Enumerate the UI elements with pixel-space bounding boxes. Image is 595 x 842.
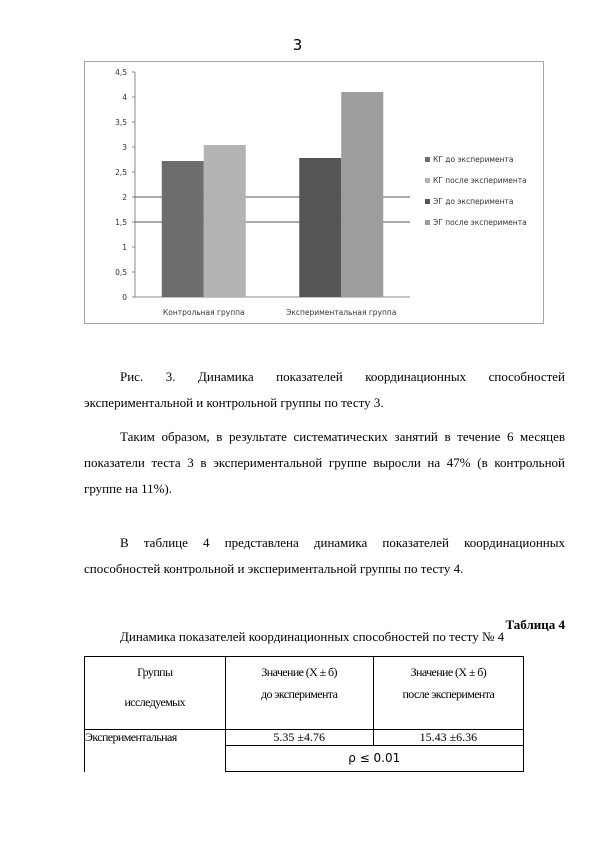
value-before: 5.35 ±4.76 (225, 730, 373, 746)
header-groups-line1: Группы (137, 665, 173, 679)
category-label: Экспериментальная группа (286, 308, 397, 317)
figure-caption: Рис. 3. Динамика показателей координационных способностей экспериментальной и контрольной группы по тесту 3. (84, 369, 565, 410)
header-after-line1: Значение (X ± б) (410, 665, 487, 679)
table-title: Таблица 4 (505, 617, 565, 632)
bar (341, 92, 383, 297)
results-table (84, 656, 524, 772)
header-groups-line2: исследуемых (124, 695, 186, 709)
header-after (373, 657, 523, 730)
y-tick-label: 2 (122, 193, 127, 202)
legend-label: ЭГ после эксперимента (433, 218, 527, 227)
legend-label: КГ до эксперимента (433, 155, 514, 164)
chart-canvas (85, 62, 543, 323)
y-tick-label: 3,5 (115, 118, 127, 127)
header-before-line1: Значение (X ± б) (261, 665, 337, 679)
legend-label: КГ после эксперимента (433, 176, 527, 185)
paragraph-table-intro: В таблице 4 представлена динамика показателей координационных способностей контрольной и экспериментальной группы по тесту 4. (84, 535, 565, 576)
y-tick-label: 0 (122, 293, 127, 302)
bar (162, 161, 204, 297)
legend-label: ЭГ до эксперимента (433, 197, 514, 206)
page-number: 3 (292, 36, 303, 54)
y-tick-label: 4 (122, 93, 127, 102)
category-label: Контрольная группа (162, 308, 245, 317)
bar-chart (84, 61, 544, 324)
bar (204, 145, 246, 297)
header-before (225, 657, 373, 730)
bar (299, 158, 341, 297)
y-tick-label: 1 (122, 243, 127, 252)
y-tick-label: 0,5 (115, 268, 127, 277)
table-row (85, 730, 524, 746)
paragraph-results: Таким образом, в результате систематических занятий в течение 6 месяцев показатели теста 3 в экспериментальной группе выросли на 47% (в контрольной группе на 11%). (84, 429, 565, 496)
header-groups (85, 657, 226, 730)
row-label-text: Экспериментальная (85, 730, 177, 744)
y-tick-label: 3 (122, 143, 127, 152)
table-caption: Динамика показателей координационных способностей по тесту № 4 (120, 629, 505, 644)
y-tick-label: 4,5 (115, 68, 127, 77)
header-after-line2: после эксперимента (402, 687, 495, 701)
legend-swatch (425, 178, 430, 183)
legend-swatch (425, 157, 430, 162)
y-tick-label: 2,5 (115, 168, 127, 177)
legend-swatch (425, 220, 430, 225)
legend-swatch (425, 199, 430, 204)
table-header-row (85, 657, 524, 730)
y-tick-label: 1,5 (115, 218, 127, 227)
value-after: 15.43 ±6.36 (373, 730, 523, 746)
header-before-line2: до эксперимента (260, 687, 338, 701)
significance-value: ρ ≤ 0.01 (225, 746, 523, 772)
row-label (85, 730, 226, 772)
